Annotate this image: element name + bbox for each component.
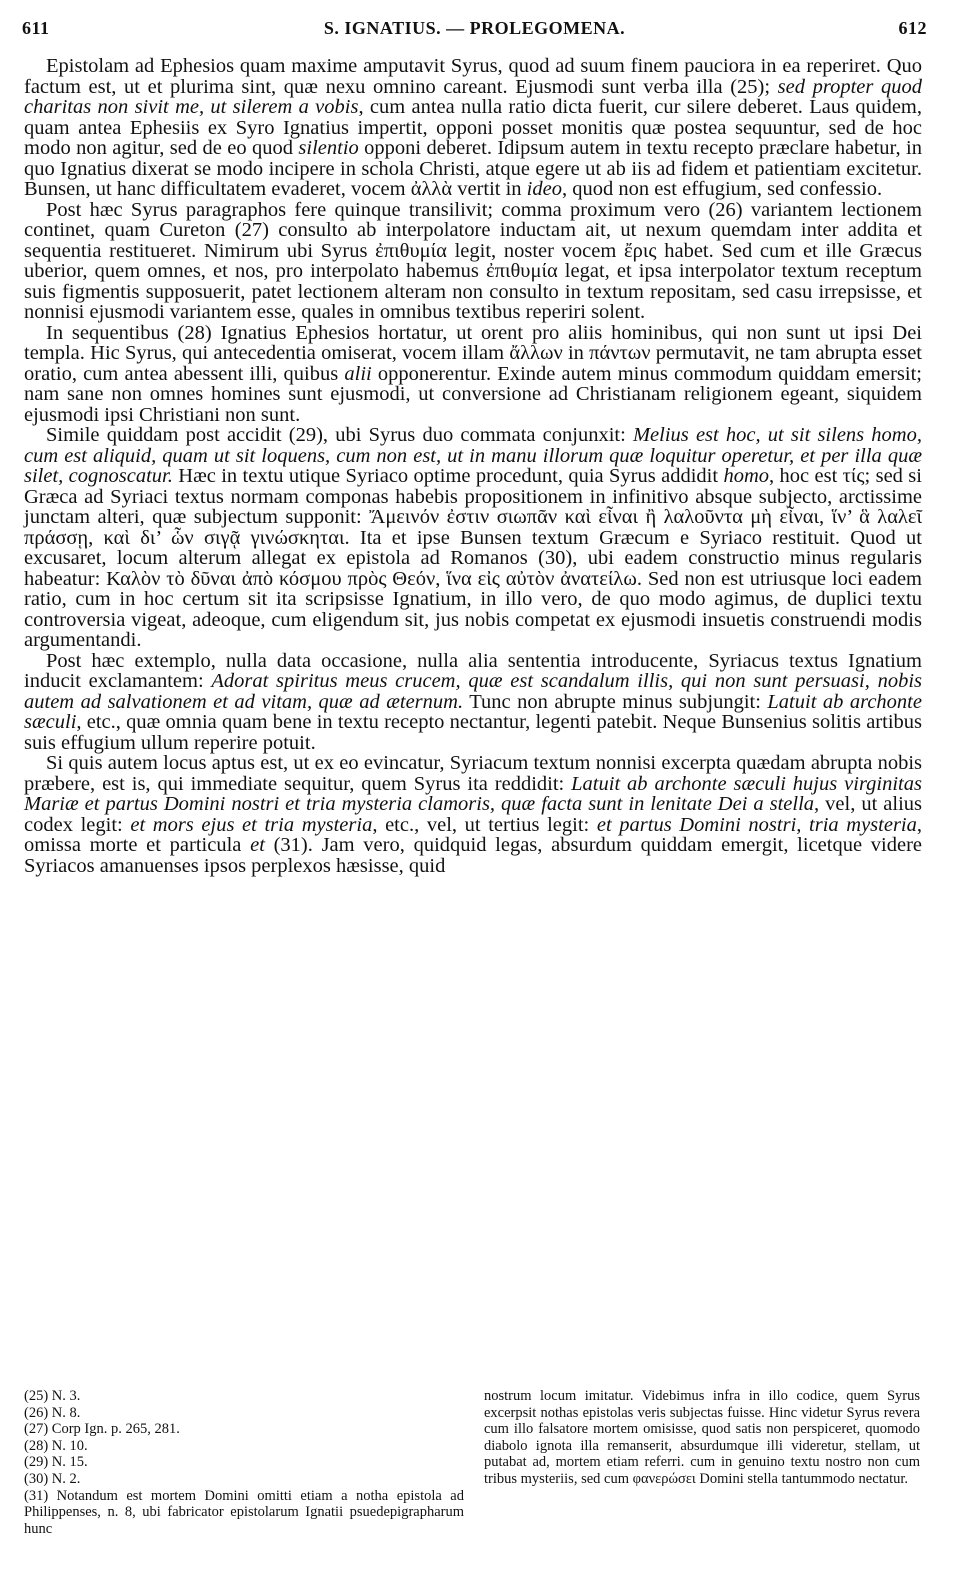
text-run: Epistolam ad Ephesios quam maxime amputavit Syrus, quod ad suum finem pauciora in ea reperiret. Quo factum est, ut et plurima sint, quæ nexu omnino careant. Ejusmodi sunt verba illa (25); bbox=[24, 55, 922, 98]
text-run: alii bbox=[344, 362, 372, 385]
text-run: , quod non est effugium, sed confessio. bbox=[561, 178, 883, 200]
text-run: opponi deberet. Idipsum autem in textu recepto præclare habetur, in quo Ignatius dixerat se modo incipere in schola Christi, atque egere ut ab iis ad fidem et patientiam excitetur. Bunsen, ut hanc difficultatem evaderet, vocem ἀλλὰ vertit in bbox=[24, 137, 922, 200]
footnotes-right-column bbox=[484, 1388, 920, 1488]
running-header bbox=[22, 18, 927, 42]
text-run: homo bbox=[723, 465, 769, 487]
page-number-right: 612 bbox=[898, 18, 927, 38]
text-run: , vel, ut alius codex legit: bbox=[24, 793, 922, 836]
text-run: Post hæc Syrus paragraphos fere quinque transilivit; comma proximum vero (26) variantem lectionem continet, quam Cureton (27) consulto ab interpolatore inductam ait, ut nexum quemdam inter addita et sequentia restitueret. Nimirum ubi Syrus ἐπιθυμία legit, noster vocem ἔρις habet. Sed cum et ille Græcus uberior, quem omnes, et nos, pro interpolato habemus ἐπιθυμία legat, et ipsa interpolator textum receptum suis figmentis supposuerit, patet lectionem alteram non consulto in textum repositam, sed casu irrepsisse, et nonnisi ejusmodi variantem esse, quales in omnibus textibus reperiri solent. bbox=[24, 198, 922, 323]
running-title: S. IGNATIUS. — PROLEGOMENA. bbox=[323, 18, 626, 38]
text-run: , cum antea nulla ratio dicta fuerit, cur silere deberet. Laus quidem, quam antea Ephesiis ex Syro Ignatius impertit, opponi posset monitis quæ postea sequuntur, sed de hoc modo non agitur, sed de eo quod bbox=[24, 96, 922, 159]
text-run: Latuit ab archonte sæculi hujus virginitas Mariæ et partus Domini nostri et tria mysteria clamoris, quæ facta sunt in lenitate Dei a stella bbox=[24, 772, 922, 815]
footnote-31-continuation: nostrum locum imitatur. Videbimus infra in illo codice, quem Syrus excerpsit nothas epistolas veris subjectas fuisse. Hinc videtur Syrus revera cum illo falsatore mortem omisisse, quod satis non perspiceret, quomodo diabolo ignota illa remanserit, absurdumque illi videretur, stellam, ut putabat ad, mortem etiam referri. cum in genuino textu nostro non cum tribus mysteriis, sed cum φανερώσει Domini stella tantummodo nectatur. bbox=[484, 1388, 920, 1487]
main-text bbox=[24, 56, 922, 876]
text-run: Tunc non abrupte minus subjungit: bbox=[463, 690, 768, 713]
text-run: Melius est hoc, ut sit silens homo, cum est aliquid, quam ut sit loquens, cum non est, ut in manu illorum quæ loquitur operetur, et per illa quæ silet, cognoscatur. bbox=[24, 424, 922, 487]
text-run: , omissa morte et particula bbox=[24, 813, 922, 856]
footnote-item: (31) Notandum est mortem Domini omitti etiam a notha epistola ad Philippenses, n. 8, ubi fabricator epistolarum Ignatii psuedepigrapharum hunc bbox=[24, 1487, 464, 1537]
paragraph-3 bbox=[24, 323, 922, 426]
text-run: , hoc est τίς; sed si Græca ad Syriaci textus normam componas habebis propositionem in infinitivo absque subjecto, arctissime junctam alteri, quæ subjectum supponit: Ἄμεινόν ἐστιν σιωπᾶν καὶ εἶναι ἢ λαλοῦντα μὴ εἶναι, ἵν’ ἃ λαλεῖ πράσσῃ, καὶ δι’ ὧν σιγᾷ γινώσκηται. Ita et ipse Bunsen textum Græcum e Syriaco restituit. Quod ut excusaret, locum alterum allegat ex epistola ad Romanos (30), ubi eadem constructio minus regularis habeatur: Καλὸν τὸ δῦναι ἀπὸ κόσμου πρὸς Θεόν, ἵνα εἰς αὐτὸν ἀνατείλω. Sed non est utriusque loci eadem ratio, cum in hoc certum sit ita scripsisse Ignatium, in illo vero, de quo modo agimus, de duplici textu controversia vigeat, adeoque, cum eligendum sit, jus nobis competat ex ejusmodi insuetis construendi modis argumentandi. bbox=[24, 465, 922, 651]
text-run: et mors ejus et tria mysteria bbox=[130, 813, 373, 836]
footnote-item: (30) N. 2. bbox=[24, 1470, 81, 1487]
text-run: Adorat spiritus meus crucem, quæ est scandalum illis, qui non sunt persuasi, nobis autem ad salvationem et ad vitam, quæ ad æternum. bbox=[24, 670, 922, 713]
paragraph-2 bbox=[24, 200, 922, 323]
text-run: Simile quiddam post accidit (29), ubi Syrus duo commata conjunxit: bbox=[46, 424, 633, 446]
text-run: opponerentur. Exinde autem minus commodum quiddam emersit; nam sane non omnes homines sunt ejusmodi, ut conversione ad Christianam religionem egeant, siquidem ejusmodi ipsi Christiani non sunt. bbox=[24, 362, 922, 426]
text-run: Post hæc extemplo, nulla data occasione, nulla alia sententia introducente, Syriacus textus Ignatium inducit exclamantem: bbox=[24, 649, 922, 692]
footnote-item: (26) N. 8. bbox=[24, 1404, 81, 1421]
text-run: , etc., vel, ut tertius legit: bbox=[372, 813, 597, 836]
text-run: Si quis autem locus aptus est, ut ex eo evincatur, Syriacum textum nonnisi excerpta quædam abrupta nobis præbere, est is, qui immediate sequitur, quem Syrus ita reddidit: bbox=[24, 752, 922, 795]
text-run: silentio bbox=[298, 137, 359, 159]
text-run: et partus Domini nostri, tria mysteria bbox=[596, 813, 917, 836]
footnote-item: (29) N. 15. bbox=[24, 1454, 88, 1471]
footnote-item: (28) N. 10. bbox=[24, 1437, 88, 1454]
text-run: (31). Jam vero, quidquid legas, absurdum quiddam emergit, licetque videre Syriacos amanuenses ipsos perplexos hæsisse, quid bbox=[24, 834, 922, 877]
text-run: sed propter quod charitas non sivit me, ut silerem a vobis bbox=[24, 75, 922, 118]
paragraph-1 bbox=[24, 56, 922, 200]
text-run: Latuit ab archonte sæculi bbox=[24, 690, 922, 733]
footnote-item: (25) N. 3. bbox=[24, 1388, 81, 1404]
text-run: et bbox=[250, 834, 265, 856]
page-number-left: 611 bbox=[22, 18, 50, 38]
text-run: In sequentibus (28) Ignatius Ephesios hortatur, ut orent pro aliis hominibus, qui non sunt ut ipsi Dei templa. Hic Syrus, qui antecedentia omiserat, vocem illam ἄλλων in πάντων permutavit, ne tam abrupta esset oratio, cum antea abessent illi, quibus bbox=[24, 321, 922, 385]
footnotes-left-column bbox=[24, 1388, 464, 1537]
text-run: , etc., quæ omnia quam bene in textu recepto nectantur, legenti patebit. Neque Bunsenius solitis artibus suis effugium ullum reperire potuit. bbox=[24, 711, 922, 754]
text-run: ideo bbox=[526, 178, 562, 200]
footnote-item: (27) Corp Ign. p. 265, 281. bbox=[24, 1421, 180, 1438]
paragraph-5 bbox=[24, 651, 922, 754]
paragraph-4 bbox=[24, 425, 922, 651]
paragraph-6 bbox=[24, 753, 922, 876]
text-run: Hæc in textu utique Syriaco optime procedunt, quia Syrus addidit bbox=[172, 465, 724, 487]
